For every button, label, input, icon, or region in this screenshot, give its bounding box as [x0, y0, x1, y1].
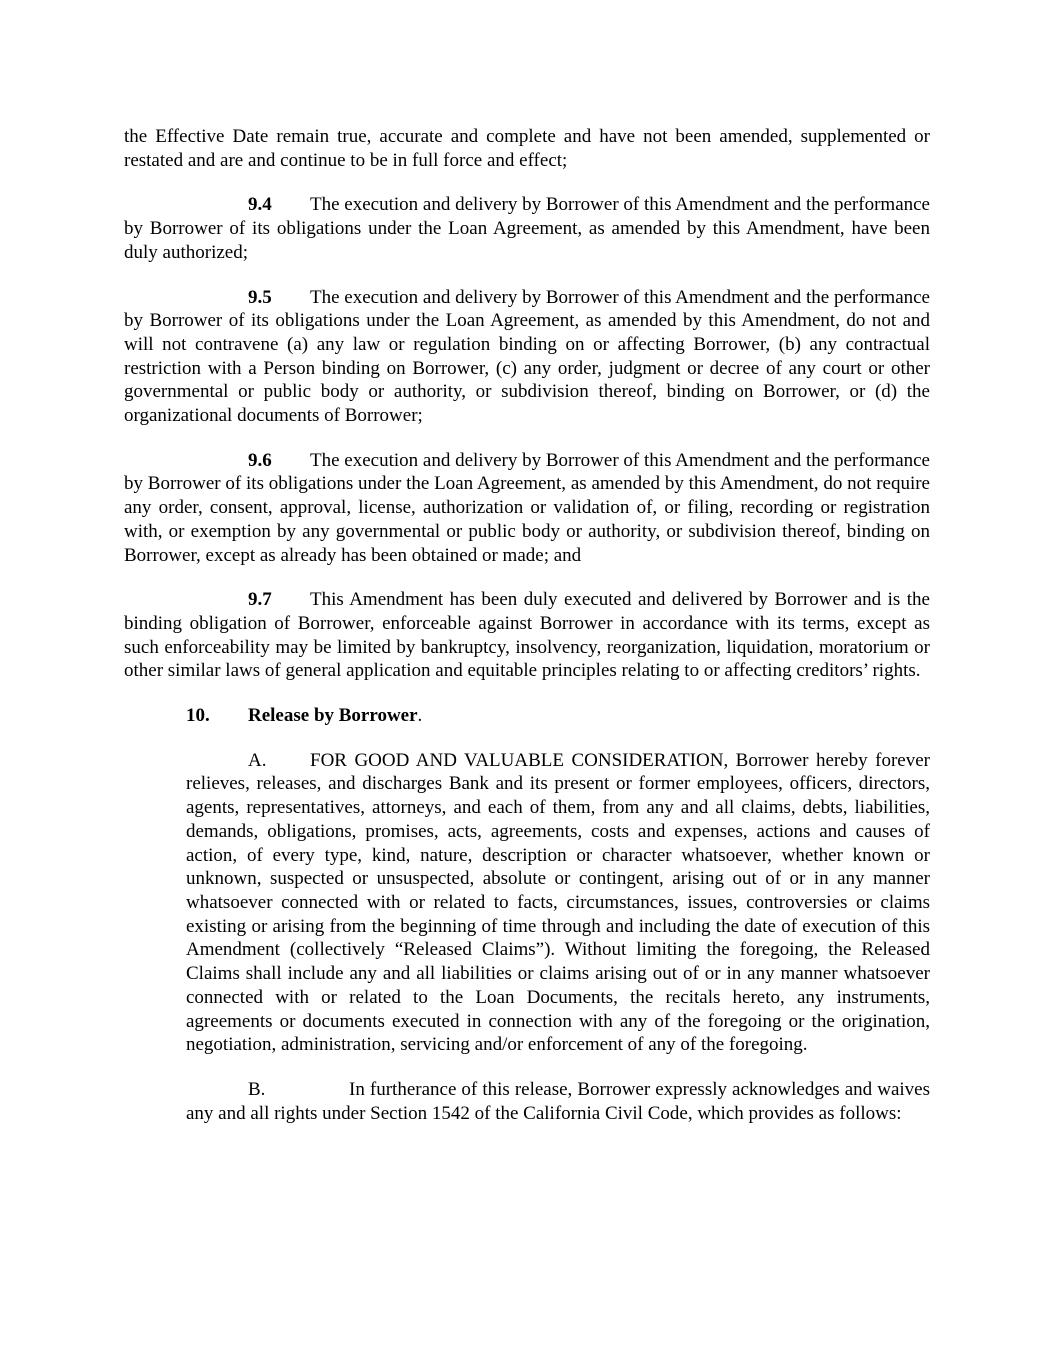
section-number: 9.7: [248, 589, 272, 611]
section-number: 9.5: [248, 286, 272, 308]
section-text: The execution and delivery by Borrower of this Amendment and the performance by Borrower of its obligations under the Loan Agreement, as amended by this Amendment, do not and will not contravene (a) any law or regulation binding on or affecting Borrower, (b) any contractual restriction with a Person binding on Borrower, (c) any order, judgment or decree of any court or other governmental or public body or authority, or subdivision thereof, binding on Borrower, or (d) the organizational documents of Borrower;: [124, 286, 930, 427]
subsection-b: [124, 1078, 930, 1125]
section-number: 9.4: [248, 194, 272, 216]
subsection-text: FOR GOOD AND VALUABLE CONSIDERATION, Borrower hereby forever relieves, releases, and discharges Bank and its present or former employees, officers, directors, agents, representatives, attorneys, and each of them, from any and all claims, debts, liabilities, demands, obligations, promises, acts, agreements, costs and expenses, actions and causes of action, of every type, kind, nature, description or character whatsoever, whether known or unknown, suspected or unsuspected, absolute or contingent, arising out of or in any manner whatsoever connected with or related to facts, circumstances, issues, controversies or claims existing or arising from the beginning of time through and including the date of execution of this Amendment (collectively “Released Claims”). Without limiting the foregoing, the Released Claims shall include any and all liabilities or claims arising out of or in any manner whatsoever connected with or related to the Loan Documents, the recitals hereto, any instruments, agreements or documents executed in connection with any of the foregoing or the origination, negotiation, administration, servicing and/or enforcement of any of the foregoing.: [186, 749, 930, 1056]
subsection-text: In furtherance of this release, Borrower expressly acknowledges and waives any and all rights under Section 1542 of the California Civil Code, which provides as follows:: [186, 1078, 930, 1124]
section-number: 9.6: [248, 449, 272, 471]
section-9-6: [124, 449, 930, 568]
subsection-a: [124, 749, 930, 1057]
continuation-paragraph: the Effective Date remain true, accurate and complete and have not been amended, supplemented or restated and are and continue to be in full force and effect;: [124, 126, 930, 171]
subsection-letter: B.: [248, 1078, 266, 1100]
subsection-letter: A.: [248, 749, 267, 771]
heading-title: Release by Borrower: [248, 705, 418, 727]
document-page: [124, 125, 930, 1125]
section-text: The execution and delivery by Borrower of this Amendment and the performance by Borrower of its obligations under the Loan Agreement, as amended by this Amendment, do not require any order, consent, approval, license, authorization or validation of, or filing, recording or registration with, or exemption by any governmental or public body or authority, or subdivision thereof, binding on Borrower, except as already has been obtained or made; and: [124, 449, 930, 566]
section-9-7: [124, 588, 930, 683]
heading-number: 10.: [186, 705, 210, 727]
heading-period: .: [417, 705, 423, 727]
section-text: The execution and delivery by Borrower of this Amendment and the performance by Borrower of its obligations under the Loan Agreement, as amended by this Amendment, have been duly authorized;: [124, 194, 930, 263]
section-9-5: [124, 286, 930, 428]
section-text: This Amendment has been duly executed and delivered by Borrower and is the binding obligation of Borrower, enforceable against Borrower in accordance with its terms, except as such enforceability may be limited by bankruptcy, insolvency, reorganization, liquidation, moratorium or other similar laws of general application and equitable principles relating to or affecting creditors’ rights.: [124, 589, 930, 682]
section-9-4: [124, 193, 930, 264]
section-10-heading: [124, 704, 930, 728]
